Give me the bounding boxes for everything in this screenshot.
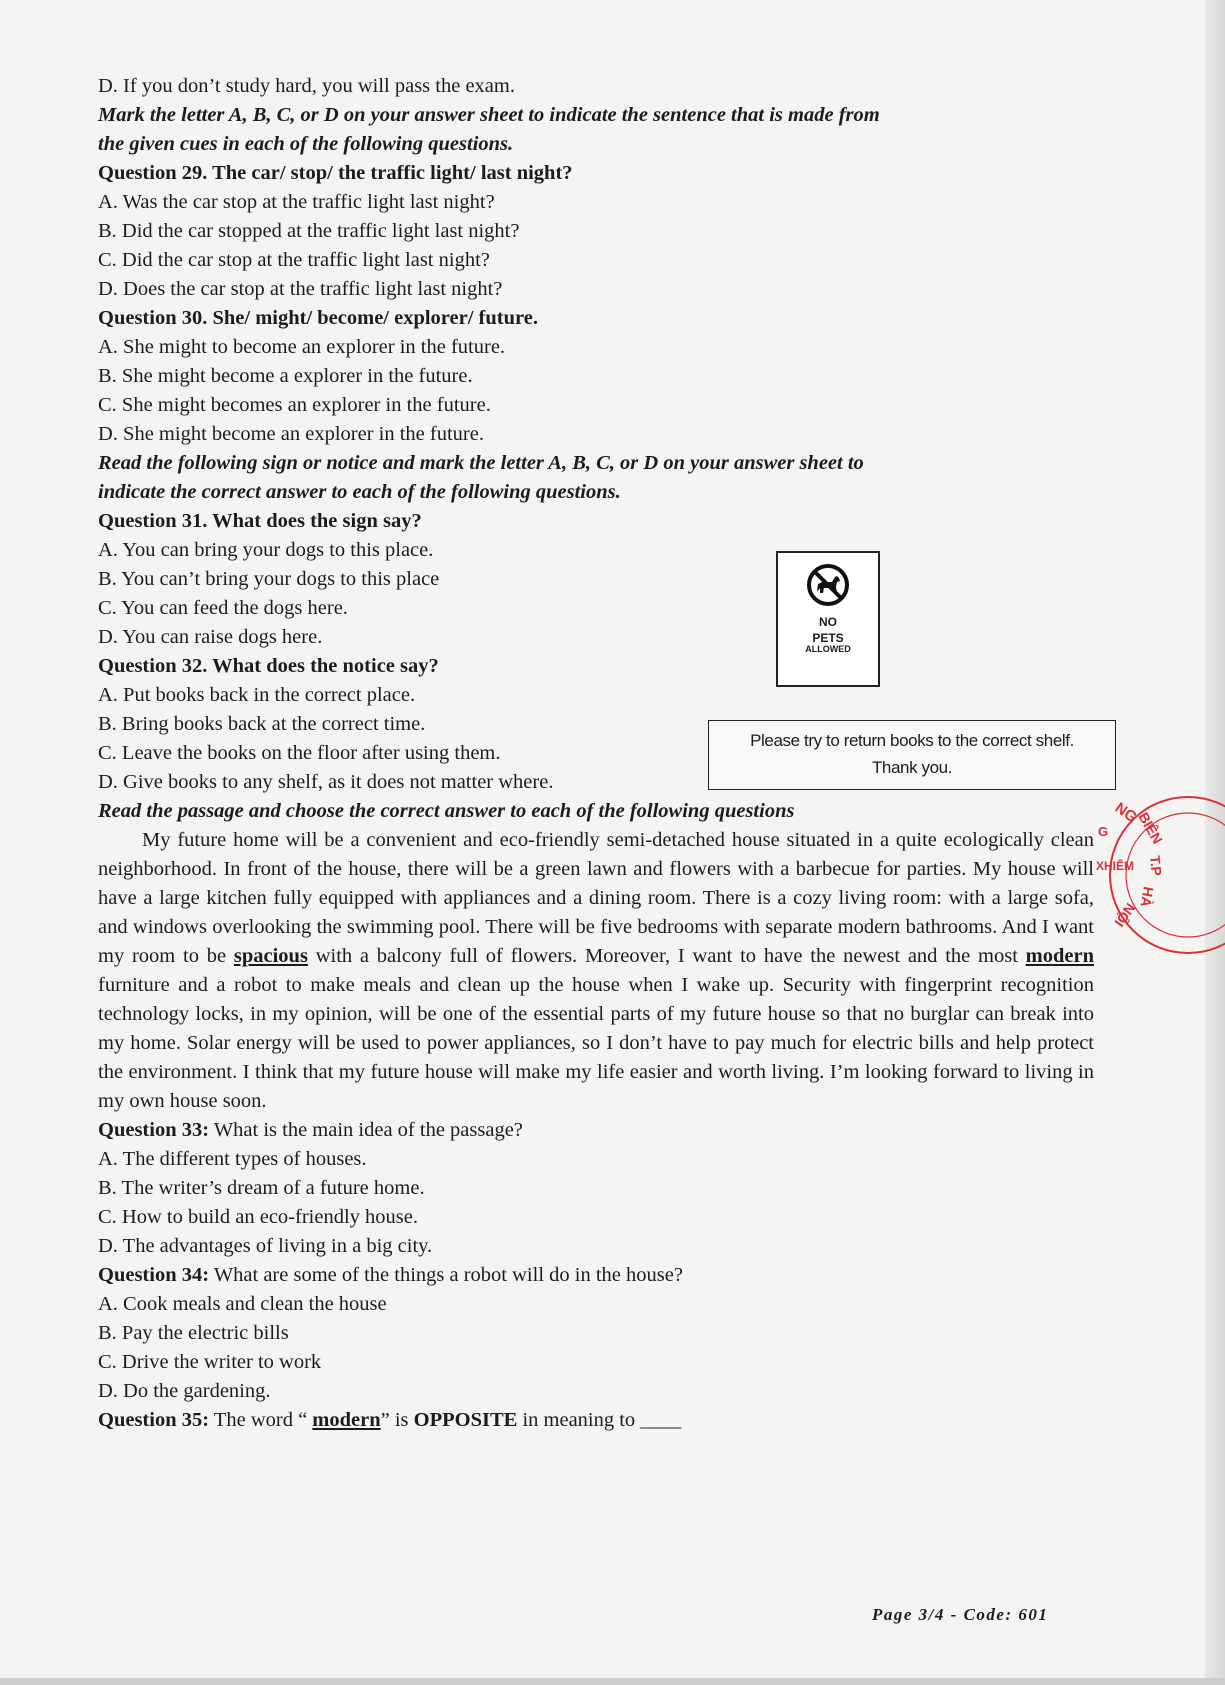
stamp-text-6: XHIÊM: [1096, 859, 1135, 873]
q32-option-b: B. Bring books back at the correct time.: [98, 713, 426, 735]
question-32: [98, 652, 1098, 681]
q31-option-a: A. You can bring your dogs to this place.: [98, 539, 434, 561]
q34-option-a: A. Cook meals and clean the house: [98, 1293, 387, 1315]
stamp-text-2: BIÊN: [1135, 809, 1166, 847]
q34-option-b: B. Pay the electric bills: [98, 1322, 289, 1344]
q31-number: Question 31: [98, 510, 203, 532]
stamp-text-7: G: [1098, 824, 1109, 839]
q32-option-c: C. Leave the books on the floor after using them.: [98, 742, 501, 764]
sign-text-no: NO: [819, 615, 837, 629]
no-dogs-icon: [806, 563, 850, 607]
instruction-passage: Read the passage and choose the correct answer to each of the following questions: [98, 800, 795, 822]
q34-text: What are some of the things a robot will do in the house?: [209, 1264, 683, 1286]
reading-passage: [98, 826, 1094, 1116]
question-33: [98, 1116, 1098, 1145]
q35-pre: The word “: [209, 1409, 313, 1431]
q35-opposite: OPPOSITE: [413, 1409, 518, 1431]
notice-line-1: Please try to return books to the correct shelf.: [750, 731, 1074, 750]
q29-option-a: A. Was the car stop at the traffic light last night?: [98, 191, 495, 213]
q31-option-c: C. You can feed the dogs here.: [98, 597, 348, 619]
page-bottom-edge: [0, 1678, 1225, 1685]
question-29: Question 29. The car/ stop/ the traffic light/ last night?: [98, 162, 573, 184]
q33-option-c: C. How to build an eco-friendly house.: [98, 1206, 418, 1228]
notice-line-2: Thank you.: [871, 758, 953, 777]
no-pets-sign: [776, 551, 880, 687]
stamp-text-4: HÀ: [1137, 885, 1157, 909]
q33-option-b: B. The writer’s dream of a future home.: [98, 1177, 425, 1199]
q32-option-d: D. Give books to any shelf, as it does not matter where.: [98, 771, 554, 793]
stamp-text-3: T.P: [1147, 854, 1165, 877]
passage-part-3: furniture and a robot to make meals and clean up the house when I wake up. Security with fingerprint recognition technology locks, in my opinion, will be one of the essential parts of my future house so that no burglar can break into my home. Solar energy will be used to power appliances, so I don’t have to pay much for electric bills and help protect the environment. I think that my future house will make my life easier and worth living. I’m looking forward to living in my own house soon.: [98, 974, 1094, 1112]
q34-number: Question 34:: [98, 1264, 210, 1286]
q29-option-d: D. Does the car stop at the traffic light last night?: [98, 278, 503, 300]
q30-option-b: B. She might become a explorer in the future.: [98, 365, 473, 387]
q32-option-a: A. Put books back in the correct place.: [98, 684, 416, 706]
instruction-sign-1: Read the following sign or notice and mark the letter A, B, C, or D on your answer sheet to: [98, 452, 864, 474]
stamp-text-1: NG: [1111, 799, 1140, 827]
q29-option-c: C. Did the car stop at the traffic light last night?: [98, 249, 490, 271]
q35-number: Question 35:: [98, 1409, 210, 1431]
q35-post: in meaning to ____: [517, 1409, 682, 1431]
q29-option-b: B. Did the car stopped at the traffic light last night?: [98, 220, 520, 242]
instruction-sign-2: indicate the correct answer to each of the following questions.: [98, 481, 621, 503]
passage-part-2: with a balcony full of flowers. Moreover, I want to have the newest and the most: [307, 945, 1026, 967]
library-notice: [708, 720, 1116, 790]
question-31: [98, 507, 1098, 536]
q31-option-b: B. You can’t bring your dogs to this place: [98, 568, 440, 590]
q33-number: Question 33:: [98, 1119, 210, 1141]
q35-word-modern: modern: [312, 1409, 381, 1431]
q33-option-a: A. The different types of houses.: [98, 1148, 367, 1170]
sign-text-pets: PETS: [812, 631, 844, 645]
instruction-sentence-building-1: Mark the letter A, B, C, or D on your answer sheet to indicate the sentence that is made from: [98, 104, 880, 126]
q32-text: . What does the notice say?: [202, 655, 439, 677]
red-seal-stamp: [1088, 790, 1225, 960]
passage-word-modern: modern: [1025, 945, 1094, 967]
sign-text-allowed: ALLOWED: [805, 644, 851, 654]
question-34: [98, 1261, 1098, 1290]
q33-option-d: D. The advantages of living in a big city.: [98, 1235, 433, 1257]
q31-text: . What does the sign say?: [202, 510, 422, 532]
question-30: Question 30. She/ might/ become/ explorer/ future.: [98, 307, 538, 329]
stamp-text-5: NỘI: [1111, 900, 1139, 930]
q30-option-c: C. She might becomes an explorer in the future.: [98, 394, 491, 416]
passage-word-spacious: spacious: [233, 945, 308, 967]
q32-number: Question 32: [98, 655, 203, 677]
passage-part-1: My future home will be a convenient and eco-friendly semi-detached house situated in a quite ecologically clean neighborhood. In front of the house, there will be a green lawn and flowers with a barbecue for parties. My house will have a large kitchen fully equipped with appliances and a dining room. There is a cozy living room: with a large sofa, and windows overlooking the swimming pool. There will be five bedrooms with separate modern bathrooms. And I want my room to be: [98, 829, 1094, 967]
q33-text: What is the main idea of the passage?: [209, 1119, 523, 1141]
q30-option-a: A. She might to become an explorer in the future.: [98, 336, 506, 358]
q34-option-c: C. Drive the writer to work: [98, 1351, 322, 1373]
q35-mid: ” is: [380, 1409, 414, 1431]
q31-option-d: D. You can raise dogs here.: [98, 626, 323, 648]
question-35: [98, 1406, 1098, 1435]
page-footer: Page 3/4 - Code: 601: [872, 1605, 1049, 1624]
q34-option-d: D. Do the gardening.: [98, 1380, 271, 1402]
instruction-sentence-building-2: the given cues in each of the following questions.: [98, 133, 514, 155]
q30-option-d: D. She might become an explorer in the future.: [98, 423, 484, 445]
q28-option-d: D. If you don’t study hard, you will pass the exam.: [98, 75, 515, 97]
